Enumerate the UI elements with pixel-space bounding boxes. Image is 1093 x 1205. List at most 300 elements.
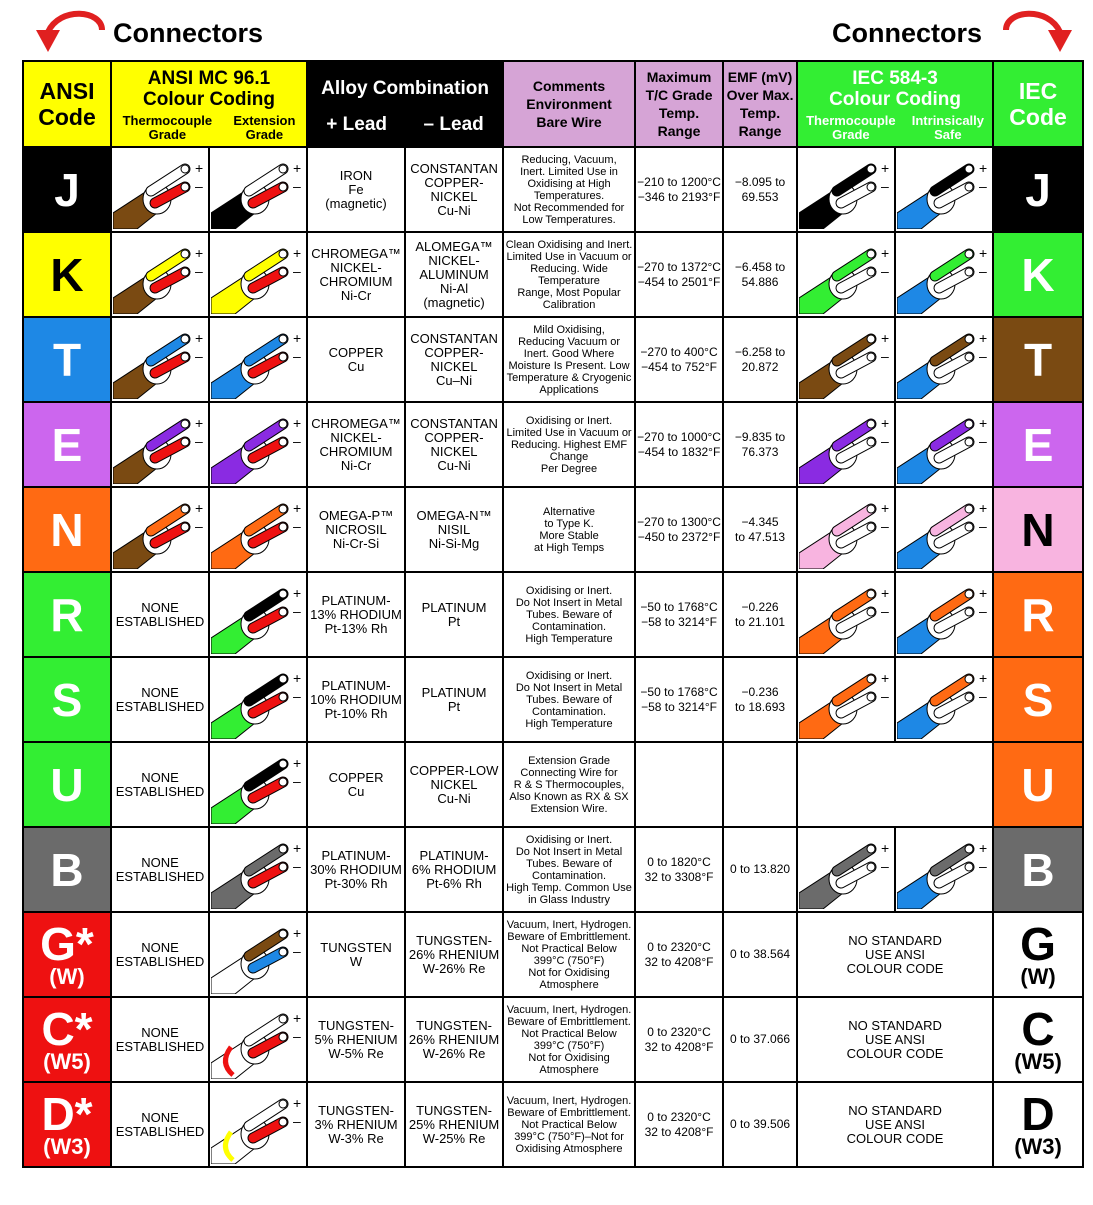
cell-line: 30% RHODIUM [310,861,402,877]
cell-line: CONSTANTAN [410,415,498,431]
plus-sign: + [979,414,988,431]
cell-line: Oxidising or Inert. [525,669,613,682]
thermocouple-wire-icon [799,831,893,909]
temp-range-cell [635,997,723,1082]
iec-tc-grade-cell [797,487,895,572]
thermocouple-wire-icon [799,491,893,569]
cell-line: NICKEL- [428,252,480,268]
cell-line: Ni-Cr [340,457,372,473]
iec-code: R [1021,588,1055,641]
iec-code-cell [993,997,1083,1082]
cell-line: 32 to 4208°F [644,954,714,969]
plus-lead-cell [307,912,405,997]
cell-line: CONSTANTAN [410,160,498,176]
emf-range-cell [723,912,797,997]
thermocouple-row [23,742,1083,827]
cell-line: Cu-Ni [437,457,471,473]
temp-range-cell [635,402,723,487]
thermocouple-wire-icon [897,151,991,229]
cell-line: COPPER- [424,344,484,360]
cell-line: Oxidising or Inert. [525,414,613,427]
cell-line: −50 to 1768°C [640,684,718,699]
cell-line: Cu [347,358,365,374]
plus-sign: + [293,499,302,516]
cell-line: Tubes. Beware of [526,857,612,870]
alloy-title: Alloy Combination [321,78,489,99]
ansi-code-header-line: ANSI [39,78,95,104]
ansi-mc-title: Colour Coding [143,89,275,110]
cell-line: 0 to 13.820 [730,862,791,876]
minus-lead-cell [405,997,503,1082]
temp-range-cell [635,572,723,657]
cell-line: Cu-Ni [437,790,471,806]
minus-lead-cell [405,657,503,742]
ansi-tc-grade-cell [111,827,209,912]
minus-lead-cell [405,232,503,317]
ansi-code: J [54,163,80,216]
minus-lead-header: – Lead [423,114,484,135]
thermocouple-wire-icon [897,831,991,909]
ansi-sub-tc: Thermocouple Grade [122,113,213,142]
iec-code-cell [993,657,1083,742]
cell-line: Temperature & Cryogenic [506,371,632,384]
minus-lead-cell [405,1082,503,1167]
cell-line: Contamination. [532,620,607,633]
cell-line: PLATINUM- [321,592,391,608]
iec-safe-cell [895,232,993,317]
plus-sign: + [881,584,890,601]
iec-empty-cell [797,742,993,827]
cell-line: Fe [348,181,364,197]
cell-line: 10% RHODIUM [310,691,402,707]
emf-range-cell [723,147,797,232]
plus-sign: + [979,159,988,176]
ansi-ext-grade-cell [209,147,307,232]
cell-line: −454 to 752°F [641,359,717,374]
ansi-ext-grade-cell [209,997,307,1082]
plus-sign: + [195,159,204,176]
cell-line: Pt-30% Rh [324,875,388,891]
cell-line: Moisture Is Present. Low [508,359,630,372]
cell-line: Tubes. Beware of [526,693,612,706]
minus-sign: – [979,432,987,449]
cell-line: Ni-Si-Mg [428,535,480,551]
cell-line: −270 to 1000°C [637,429,721,444]
iec-code-cell [993,487,1083,572]
minus-sign: – [293,347,301,364]
plus-lead-cell [307,657,405,742]
cell-line: Limited Use in Vacuum or [506,250,632,263]
emf-range-cell [723,827,797,912]
thermocouple-row [23,912,1083,997]
plus-sign: + [293,584,302,601]
cell-line: Oxidising or Inert. [525,584,613,597]
cell-line: NICKEL [430,358,478,374]
thermocouple-wire-icon [113,151,207,229]
cell-line: Beware of Embrittlement. [507,1106,631,1119]
cell-line: Ni-Cr [340,287,372,303]
plus-sign: + [881,159,890,176]
comments-cell [503,912,635,997]
thermocouple-row [23,487,1083,572]
plus-lead-cell [307,232,405,317]
ansi-code-cell [23,232,111,317]
ansi-code-cell [23,912,111,997]
cell-line: (magnetic) [325,195,387,211]
cell-line: PLATINUM [421,684,487,700]
minus-sign: – [293,262,301,279]
comments-cell [503,572,635,657]
iec-safe-cell [895,147,993,232]
cell-line: −270 to 1372°C [637,259,721,274]
plus-lead-cell [307,1082,405,1167]
iec-title: Colour Coding [829,89,961,110]
cell-line: Change [549,450,589,463]
minus-sign: – [979,347,987,364]
curved-arrow-right-icon [998,2,1078,60]
cell-line: R & S Thermocouples, [513,778,625,791]
plus-sign: + [195,329,204,346]
cell-line: ESTABLISHED [115,1038,205,1054]
ansi-ext-grade-cell [209,487,307,572]
cell-line: ESTABLISHED [115,1123,205,1139]
thermocouple-wire-icon [799,576,893,654]
cell-line: in Glass Industry [528,893,610,906]
minus-lead-cell [405,572,503,657]
plus-sign: + [293,414,302,431]
thermocouple-wire-icon [799,236,893,314]
ansi-tc-grade-cell [111,742,209,827]
iec-code-cell [993,742,1083,827]
cell-line: PLATINUM [421,599,487,615]
iec-no-standard-cell [797,912,993,997]
ansi-code-cell [23,572,111,657]
cell-line: NICKEL [430,443,478,459]
cell-line: W-26% Re [422,960,486,976]
iec-code-sub: (W5) [1014,1048,1062,1074]
ansi-mc-header [111,61,307,147]
plus-sign: + [979,244,988,261]
iec-code: N [1021,503,1055,556]
thermocouple-wire-icon [897,491,991,569]
cell-line: 0 to 2320°C [647,1024,711,1039]
plus-sign: + [979,329,988,346]
thermocouple-table [22,60,1084,1168]
iec-tc-grade-cell [797,827,895,912]
cell-line: Pt [447,698,461,714]
cell-line: COPPER [328,344,384,360]
temp-range-cell [635,232,723,317]
cell-line: 0 to 37.066 [730,1032,791,1046]
plus-sign: + [293,669,302,686]
cell-line: OMEGA-N™ [416,507,492,523]
cell-line: PLATINUM- [321,847,391,863]
iec-code-cell [993,402,1083,487]
ansi-tc-grade-cell [111,912,209,997]
temp-range-cell [635,742,723,827]
ansi-code-cell [23,402,111,487]
comments-cell [503,742,635,827]
plus-lead-cell [307,997,405,1082]
thermocouple-wire-icon [211,576,305,654]
thermocouple-wire-icon [799,151,893,229]
thermocouple-row [23,1082,1083,1167]
iec-code: T [1023,333,1053,386]
ansi-code: E [51,418,83,471]
cell-line: Contamination. [532,869,607,882]
thermocouple-wire-icon [799,406,893,484]
minus-sign: – [293,857,301,874]
ansi-tc-grade-cell [111,147,209,232]
emf-range-cell [723,742,797,827]
plus-sign: + [293,1009,302,1026]
plus-sign: + [979,839,988,856]
cell-line: ESTABLISHED [115,698,205,714]
minus-lead-cell [405,912,503,997]
emf-range-cell [723,402,797,487]
cell-line: USE ANSI [865,1116,926,1132]
emf-range-cell [723,657,797,742]
minus-sign: – [195,517,203,534]
cell-line: NO STANDARD [848,1017,942,1033]
cell-line: High Temperature [525,717,613,730]
iec-code-cell [993,572,1083,657]
temp-range-cell [635,657,723,742]
cell-line: −58 to 3214°F [641,699,717,714]
emf-range-cell [723,997,797,1082]
minus-sign: – [979,857,987,874]
minus-sign: – [979,517,987,534]
cell-line: COPPER- [424,174,484,190]
cell-line: Reducing Vacuum or [518,335,620,348]
cell-line: Not for Oxidising [528,966,610,979]
plus-lead-cell [307,827,405,912]
cell-line: NISIL [437,521,471,537]
ansi-code-cell [23,487,111,572]
plus-sign: + [881,839,890,856]
minus-sign: – [979,177,987,194]
cell-line: −4.345 [741,514,779,529]
minus-sign: – [293,1027,301,1044]
cell-line: CHROMEGA™ [311,245,401,261]
comments-cell [503,487,635,572]
plus-sign: + [293,839,302,856]
iec-code-cell [993,827,1083,912]
cell-line: High Temperature [525,632,613,645]
iec-code-cell [993,147,1083,232]
ansi-code-cell [23,742,111,827]
iec-code: U [1021,758,1055,811]
cell-line: to 18.693 [735,699,786,714]
cell-line: Low Temperatures. [522,213,616,226]
cell-line: Calibration [542,298,596,311]
cell-line: TUNGSTEN- [416,932,492,948]
cell-line: Reducing, Vacuum, [521,153,617,166]
cell-line: W-26% Re [422,1045,486,1061]
header-row [23,61,1083,147]
comments-cell [503,147,635,232]
cell-line: 5% RHENIUM [314,1031,398,1047]
connectors-label-right: Connectors [832,18,983,48]
ansi-tc-grade-cell [111,572,209,657]
iec-code-cell [993,232,1083,317]
minus-lead-cell [405,317,503,402]
cell-line: ESTABLISHED [115,783,205,799]
cell-line: USE ANSI [865,1031,926,1047]
iec-code: S [1022,673,1054,726]
minus-lead-cell [405,827,503,912]
cell-line: 3% RHENIUM [314,1116,398,1132]
cell-line: −50 to 1768°C [640,599,718,614]
iec-sub-tc: Thermocouple Grade [806,113,896,142]
cell-line: 32 to 4208°F [644,1039,714,1054]
cell-line: Not Practical Below [521,1027,617,1040]
cell-line: NO STANDARD [848,1102,942,1118]
iec-tc-grade-cell [797,317,895,402]
ansi-code-sub: (W3) [43,1133,91,1159]
cell-line: Inert. Limited Use in [520,165,618,178]
minus-sign: – [881,687,889,704]
thermocouple-wire-icon [211,491,305,569]
ansi-code: B [50,843,84,896]
comments-cell [503,827,635,912]
plus-lead-cell [307,147,405,232]
thermocouple-row [23,572,1083,657]
thermocouple-row [23,827,1083,912]
ansi-ext-grade-cell [209,657,307,742]
ansi-code-cell [23,317,111,402]
plus-sign: + [293,1094,302,1111]
minus-sign: – [195,432,203,449]
cell-line: −6.458 to [734,259,786,274]
ansi-code-header-line: Code [38,104,96,130]
iec-code-cell [993,1082,1083,1167]
cell-line: Cu–Ni [435,372,473,388]
minus-sign: – [881,517,889,534]
cell-line: W-3% Re [328,1130,384,1146]
max-temp-header: Maximum T/C Grade Temp. Range [635,61,723,147]
cell-line: (magnetic) [423,294,485,310]
cell-line: −58 to 3214°F [641,614,717,629]
minus-sign: – [195,177,203,194]
iec-safe-cell [895,317,993,402]
cell-line: ALUMINUM [419,266,489,282]
comments-cell [503,997,635,1082]
iec-code: E [1022,418,1054,471]
cell-line: TUNGSTEN- [318,1102,394,1118]
cell-line: at High Temps [533,541,605,554]
ansi-code: C* [41,1002,93,1055]
iec-header [797,61,993,147]
cell-line: −9.835 to [734,429,786,444]
cell-line: to 47.513 [735,529,786,544]
cell-line: Range, Most Popular [517,286,621,299]
cell-line: NICKEL- [330,259,382,275]
plus-lead-cell [307,572,405,657]
plus-sign: + [195,414,204,431]
cell-line: 399°C (750°F)–Not for [514,1130,624,1143]
cell-line: W-25% Re [422,1130,486,1146]
cell-line: NICROSIL [325,521,387,537]
ansi-ext-grade-cell [209,1082,307,1167]
minus-sign: – [881,347,889,364]
ansi-ext-grade-cell [209,912,307,997]
cell-line: NO STANDARD [848,932,942,948]
ansi-tc-grade-cell [111,232,209,317]
iec-tc-grade-cell [797,402,895,487]
ansi-tc-grade-cell [111,402,209,487]
emf-range-cell [723,572,797,657]
cell-line: More Stable [539,529,599,542]
iec-code-header: IEC Code [993,61,1083,147]
cell-line: 0 to 1820°C [647,854,711,869]
plus-sign: + [881,414,890,431]
cell-line: Reducing. Wide [530,262,608,275]
iec-code: B [1021,843,1055,896]
minus-sign: – [293,177,301,194]
cell-line: to Type K. [544,517,594,530]
minus-sign: – [293,517,301,534]
cell-line: −210 to 1200°C [637,174,721,189]
top-bar [0,0,1093,58]
cell-line: 0 to 39.506 [730,1117,791,1131]
minus-lead-cell [405,742,503,827]
cell-line: Cu-Ni [437,202,471,218]
cell-line: TUNGSTEN- [416,1017,492,1033]
cell-line: TUNGSTEN [320,939,392,955]
cell-line: Atmosphere [539,978,599,991]
cell-line: Temperatures. [533,189,605,202]
plus-sign: + [881,244,890,261]
iec-safe-cell [895,572,993,657]
plus-lead-header: + Lead [326,114,388,135]
cell-line: Pt-10% Rh [324,705,388,721]
ansi-ext-grade-cell [209,317,307,402]
minus-sign: – [881,432,889,449]
thermocouple-wire-icon [113,321,207,399]
cell-line: 6% RHODIUM [411,861,497,877]
cell-line: 32 to 4208°F [644,1124,714,1139]
cell-line: Pt [447,613,461,629]
cell-line: Extension Wire. [530,802,608,815]
ansi-sub-ext: Extension Grade [233,113,296,142]
plus-sign: + [293,159,302,176]
thermocouple-wire-icon [211,746,305,824]
temp-range-cell [635,1082,723,1167]
plus-sign: + [979,499,988,516]
plus-sign: + [195,499,204,516]
comments-cell [503,657,635,742]
minus-lead-cell [405,402,503,487]
minus-lead-cell [405,487,503,572]
ansi-code-cell [23,657,111,742]
cell-line: Limited Use in Vacuum or [506,426,632,439]
temp-range-cell [635,912,723,997]
ansi-code: G* [40,917,94,970]
minus-sign: – [979,602,987,619]
minus-sign: – [881,177,889,194]
cell-line: NONE [141,684,179,700]
plus-lead-cell [307,317,405,402]
cell-line: Beware of Embrittlement. [507,1015,631,1028]
ansi-code: S [51,673,83,726]
ansi-code-cell [23,827,111,912]
cell-line: Per Degree [540,462,598,475]
ansi-tc-grade-cell [111,657,209,742]
plus-sign: + [881,329,890,346]
cell-line: Alternative [543,505,596,518]
cell-line: Ni-Al [439,280,469,296]
